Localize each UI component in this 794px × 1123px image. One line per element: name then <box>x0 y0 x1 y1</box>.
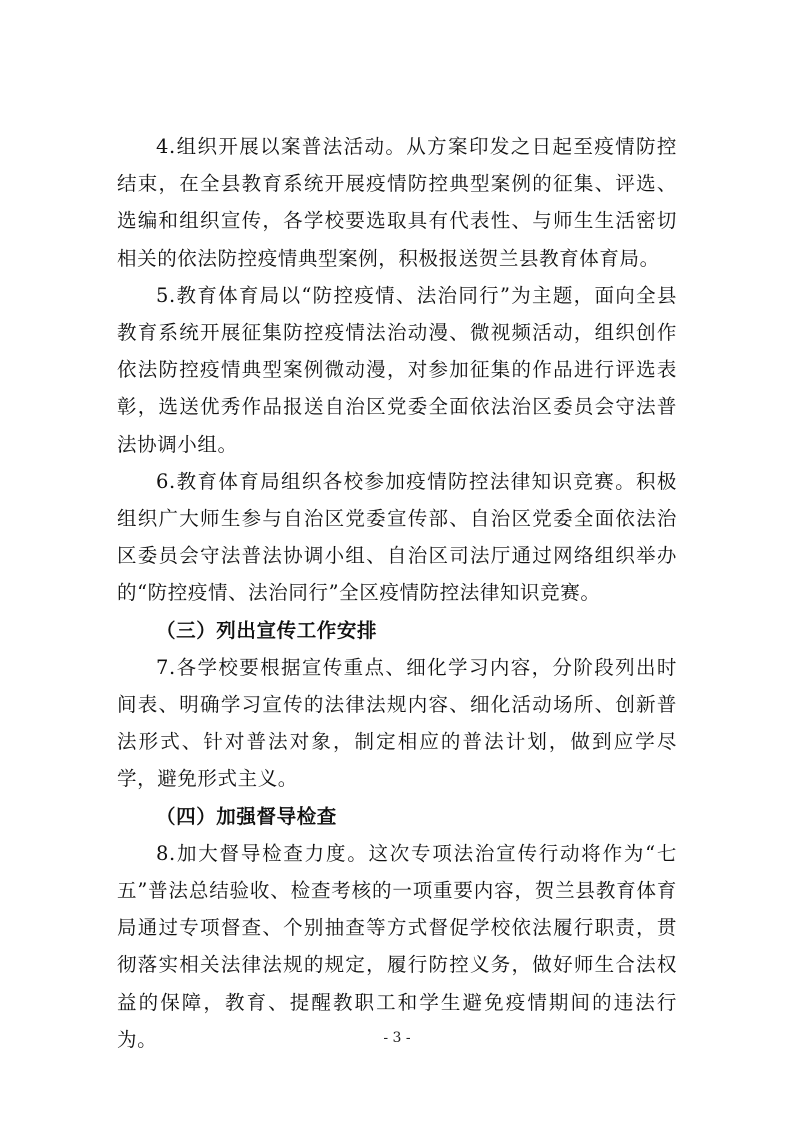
paragraph-item-4: 4.组织开展以案普法活动。从方案印发之日起至疫情防控结束，在全县教育系统开展疫情防控典型案例的征集、评选、选编和组织宣传，各学校要选取具有代表性、与师生生活密切相关的依法防控疫情典型案例，积极报送贺兰县教育体育局。 <box>117 135 677 270</box>
paragraph-item-8: 8.加大督导检查力度。这次专项法治宣传行动将作为“七五”普法总结验收、检查考核的一项重要内容，贺兰县教育体育局通过专项督查、个别抽查等方式督促学校依法履行职责，贯彻落实相关法律法规的规定，履行防控义务，做好师生合法权益的保障，教育、提醒教职工和学生避免疫情期间的违法行为。 <box>117 841 677 1051</box>
section-heading-4: （四）加强督导检查 <box>156 804 337 828</box>
paragraph-item-7: 7.各学校要根据宣传重点、细化学习内容，分阶段列出时间表、明确学习宣传的法律法规内容、细化活动场所、创新普法形式、针对普法对象，制定相应的普法计划，做到应学尽学，避免形式主义。 <box>117 655 677 791</box>
page-number: - 3 - <box>383 1030 411 1046</box>
section-heading-3: （三）列出宣传工作安排 <box>156 618 378 642</box>
paragraph-item-6: 6.教育体育局组织各校参加疫情防控法律知识竞赛。积极组织广大师生参与自治区党委宣传部、自治区党委全面依法治区委员会守法普法协调小组、自治区司法厅通过网络组织举办的“防控疫情、法治同行”全区疫情防控法律知识竞赛。 <box>117 469 677 605</box>
document-body <box>117 128 677 1058</box>
paragraph-item-5: 5.教育体育局以“防控疫情、法治同行”为主题，面向全县教育系统开展征集防控疫情法治动漫、微视频活动，组织创作依法防控疫情典型案例微动漫，对参加征集的作品进行评选表彰，选送优秀作品报送自治区党委全面依法治区委员会守法普法协调小组。 <box>117 283 677 456</box>
